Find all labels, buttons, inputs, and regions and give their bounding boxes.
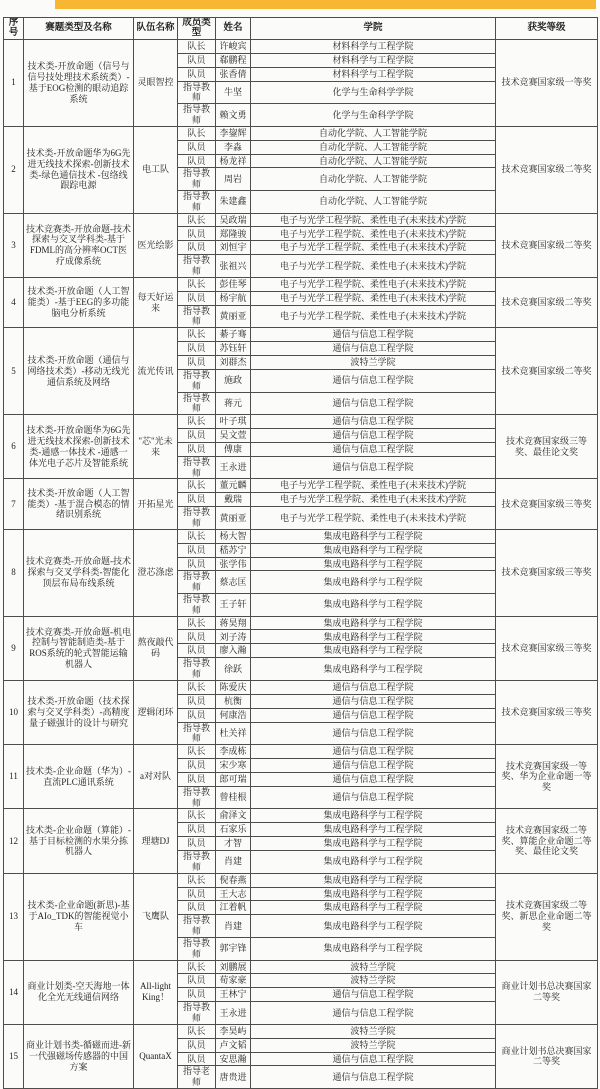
member-role-cell: 队员 bbox=[178, 1052, 216, 1066]
award-cell: 技术竞赛国家级二等奖、新思企业命题二等奖 bbox=[496, 873, 598, 960]
topic-cell: 技术类-开放命题（通信与网络技术类）-移动无线光通信系统及网络 bbox=[24, 328, 134, 415]
college-cell: 自动化学院、人工智能学院 bbox=[251, 191, 496, 214]
team-name-cell: 开拓星光 bbox=[134, 479, 178, 529]
member-role-cell: 队员 bbox=[178, 291, 216, 305]
member-name-cell: 徐跃 bbox=[216, 658, 251, 681]
college-cell: 波特兰学院 bbox=[251, 960, 496, 974]
column-header-1: 序号 bbox=[4, 18, 24, 40]
college-cell: 集成电路科学与工程学院 bbox=[251, 915, 496, 938]
member-name-cell: 傅康 bbox=[216, 442, 251, 456]
member-name-cell: 荀家豪 bbox=[216, 974, 251, 988]
member-name-cell: 江着帆 bbox=[216, 901, 251, 915]
member-role-cell: 指导教师 bbox=[178, 392, 216, 415]
college-cell: 电子与光学工程学院、柔性电子(未来技术)学院 bbox=[251, 507, 496, 530]
serial-number-cell: 15 bbox=[4, 1024, 24, 1088]
member-row bbox=[4, 1024, 598, 1038]
member-name-cell: 杨大智 bbox=[216, 529, 251, 543]
award-cell: 技术竞赛国家级三等奖 bbox=[496, 529, 598, 616]
topic-cell: 技术类-企业命题（算能）-基于目标检测的水果分拣机器人 bbox=[24, 809, 134, 873]
college-cell: 通信与信息工程学院 bbox=[251, 415, 496, 429]
serial-number-cell: 8 bbox=[4, 529, 24, 616]
college-cell: 集成电路科学与工程学院 bbox=[251, 616, 496, 630]
member-name-cell: 黄丽亚 bbox=[216, 507, 251, 530]
member-name-cell: 吴文萱 bbox=[216, 428, 251, 442]
member-role-cell: 队长 bbox=[178, 126, 216, 140]
team-name-cell: 医光绘影 bbox=[134, 213, 178, 277]
college-cell: 化学与生命科学学院 bbox=[251, 81, 496, 104]
member-role-cell: 队员 bbox=[178, 154, 216, 168]
member-role-cell: 队长 bbox=[178, 809, 216, 823]
member-role-cell: 指导教师 bbox=[178, 456, 216, 479]
member-role-cell: 队长 bbox=[178, 960, 216, 974]
member-role-cell: 队员 bbox=[178, 901, 216, 915]
member-role-cell: 指导教师 bbox=[178, 191, 216, 214]
column-header-3: 队伍名称 bbox=[134, 18, 178, 40]
serial-number-cell: 2 bbox=[4, 126, 24, 213]
member-name-cell: 卢文韬 bbox=[216, 1038, 251, 1052]
college-cell: 波特兰学院 bbox=[251, 1024, 496, 1038]
college-cell: 集成电路科学与工程学院 bbox=[251, 837, 496, 851]
member-role-cell: 队员 bbox=[178, 557, 216, 571]
member-role-cell: 队员 bbox=[178, 227, 216, 241]
member-role-cell: 指导教师 bbox=[178, 786, 216, 809]
member-role-cell: 队员 bbox=[178, 630, 216, 644]
member-name-cell: 何康浩 bbox=[216, 708, 251, 722]
member-name-cell: 蔡志匡 bbox=[216, 571, 251, 594]
member-name-cell: 周岩 bbox=[216, 168, 251, 191]
topic-cell: 技术竞赛类-开放命题-技术探索与交叉学科类-基于FDML的高分辨率OCT医疗成像系统 bbox=[24, 213, 134, 277]
college-cell: 自动化学院、人工智能学院 bbox=[251, 168, 496, 191]
member-row bbox=[4, 328, 598, 342]
college-cell: 电子与光学工程学院、柔性电子(未来技术)学院 bbox=[251, 255, 496, 278]
member-name-cell: 叶子琪 bbox=[216, 415, 251, 429]
member-role-cell: 指导教师 bbox=[178, 915, 216, 938]
award-cell: 技术竞赛国家级一等奖 bbox=[496, 39, 598, 126]
member-role-cell: 队员 bbox=[178, 241, 216, 255]
team-name-cell: 飞鹰队 bbox=[134, 873, 178, 960]
award-cell: 技术竞赛国家级三等奖 bbox=[496, 680, 598, 744]
member-name-cell: 石家乐 bbox=[216, 823, 251, 837]
member-name-cell: 杜关祥 bbox=[216, 722, 251, 745]
member-role-cell: 队员 bbox=[178, 759, 216, 773]
member-row bbox=[4, 680, 598, 694]
member-name-cell: 陈爱庆 bbox=[216, 680, 251, 694]
topic-cell: 技术类-开放命题（人工智能类）-基于EEG的多功能脑电分析系统 bbox=[24, 277, 134, 327]
member-name-cell: 董元麟 bbox=[216, 479, 251, 493]
college-cell: 电子与光学工程学院、柔性电子(未来技术)学院 bbox=[251, 493, 496, 507]
college-cell: 通信与信息工程学院 bbox=[251, 442, 496, 456]
member-row bbox=[4, 39, 598, 53]
member-name-cell: 刘群杰 bbox=[216, 356, 251, 370]
member-name-cell: 李鋆辉 bbox=[216, 126, 251, 140]
member-role-cell: 队长 bbox=[178, 745, 216, 759]
member-name-cell: 吴政瑞 bbox=[216, 213, 251, 227]
college-cell: 通信与信息工程学院 bbox=[251, 772, 496, 786]
member-role-cell: 队员 bbox=[178, 442, 216, 456]
topic-cell: 技术类-开放命题华为6G先进无线技术探索-创新技术类-绿色通信技术 -包络线跟踪电源 bbox=[24, 126, 134, 213]
member-name-cell: 蒋昊翔 bbox=[216, 616, 251, 630]
member-row bbox=[4, 809, 598, 823]
member-name-cell: 张祖兴 bbox=[216, 255, 251, 278]
college-cell: 通信与信息工程学院 bbox=[251, 328, 496, 342]
member-role-cell: 指导教师 bbox=[178, 851, 216, 874]
college-cell: 通信与信息工程学院 bbox=[251, 680, 496, 694]
college-cell: 通信与信息工程学院 bbox=[251, 1066, 496, 1089]
member-role-cell: 指导教师 bbox=[178, 658, 216, 681]
team-name-cell: 每天好运来 bbox=[134, 277, 178, 327]
college-cell: 电子与光学工程学院、柔性电子(未来技术)学院 bbox=[251, 291, 496, 305]
college-cell: 波特兰学院 bbox=[251, 974, 496, 988]
member-name-cell: 刘鹏展 bbox=[216, 960, 251, 974]
award-cell: 技术竞赛国家级二等奖、算能企业命题二等奖、最佳论文奖 bbox=[496, 809, 598, 873]
member-name-cell: 曾桂根 bbox=[216, 786, 251, 809]
college-cell: 集成电路科学与工程学院 bbox=[251, 529, 496, 543]
top-highlight-strip bbox=[55, 0, 596, 9]
member-role-cell: 指导教师 bbox=[178, 937, 216, 960]
member-role-cell: 队员 bbox=[178, 694, 216, 708]
topic-cell: 技术类-开放命题（人工智能类）-基于混合模态的情绪识别系统 bbox=[24, 479, 134, 529]
member-name-cell: 倪春燕 bbox=[216, 873, 251, 887]
member-role-cell: 队长 bbox=[178, 1024, 216, 1038]
member-name-cell: 郭宇锋 bbox=[216, 937, 251, 960]
member-name-cell: 郎可瑞 bbox=[216, 772, 251, 786]
column-header-5: 姓名 bbox=[216, 18, 251, 40]
member-role-cell: 队长 bbox=[178, 415, 216, 429]
member-role-cell: 队员 bbox=[178, 708, 216, 722]
member-role-cell: 指导教师 bbox=[178, 305, 216, 328]
team-name-cell: 电工队 bbox=[134, 126, 178, 213]
member-row bbox=[4, 415, 598, 429]
member-name-cell: 杨宇航 bbox=[216, 291, 251, 305]
serial-number-cell: 6 bbox=[4, 415, 24, 479]
team-name-cell: All-light King！ bbox=[134, 960, 178, 1024]
member-name-cell: 嵇苏宁 bbox=[216, 543, 251, 557]
award-table bbox=[3, 17, 598, 1089]
serial-number-cell: 1 bbox=[4, 39, 24, 126]
member-role-cell: 队员 bbox=[178, 493, 216, 507]
college-cell: 通信与信息工程学院 bbox=[251, 988, 496, 1002]
college-cell: 集成电路科学与工程学院 bbox=[251, 543, 496, 557]
member-role-cell: 指导教师 bbox=[178, 507, 216, 530]
column-header-7: 获奖等级 bbox=[496, 18, 598, 40]
member-name-cell: 刘恒宇 bbox=[216, 241, 251, 255]
college-cell: 集成电路科学与工程学院 bbox=[251, 823, 496, 837]
member-role-cell: 队长 bbox=[178, 529, 216, 543]
award-table-body bbox=[4, 39, 598, 1088]
header-row bbox=[4, 18, 598, 40]
member-role-cell: 指导老师 bbox=[178, 1066, 216, 1089]
member-role-cell: 队员 bbox=[178, 887, 216, 901]
member-name-cell: 俞泽文 bbox=[216, 809, 251, 823]
college-cell: 材料科学与工程学院 bbox=[251, 39, 496, 53]
member-name-cell: 王大志 bbox=[216, 887, 251, 901]
college-cell: 波特兰学院 bbox=[251, 1038, 496, 1052]
college-cell: 集成电路科学与工程学院 bbox=[251, 630, 496, 644]
award-cell: 技术竞赛国家级二等奖 bbox=[496, 213, 598, 277]
college-cell: 电子与光学工程学院、柔性电子(未来技术)学院 bbox=[251, 227, 496, 241]
member-role-cell: 指导教师 bbox=[178, 722, 216, 745]
college-cell: 通信与信息工程学院 bbox=[251, 759, 496, 773]
member-role-cell: 指导教师 bbox=[178, 168, 216, 191]
serial-number-cell: 10 bbox=[4, 680, 24, 744]
member-row bbox=[4, 277, 598, 291]
member-role-cell: 队员 bbox=[178, 53, 216, 67]
member-name-cell: 唐贵进 bbox=[216, 1066, 251, 1089]
award-cell: 技术竞赛国家级二等奖 bbox=[496, 277, 598, 327]
member-role-cell: 队员 bbox=[178, 428, 216, 442]
college-cell: 化学与生命科学学院 bbox=[251, 104, 496, 127]
college-cell: 集成电路科学与工程学院 bbox=[251, 873, 496, 887]
member-name-cell: 戴瑞 bbox=[216, 493, 251, 507]
member-role-cell: 队员 bbox=[178, 356, 216, 370]
member-name-cell: 苏钰轩 bbox=[216, 342, 251, 356]
member-role-cell: 队员 bbox=[178, 823, 216, 837]
team-name-cell: 逻辑闭环 bbox=[134, 680, 178, 744]
award-cell: 技术竞赛国家级三等奖、最佳论文奖 bbox=[496, 415, 598, 479]
college-cell: 材料科学与工程学院 bbox=[251, 53, 496, 67]
member-name-cell: 张学伟 bbox=[216, 557, 251, 571]
team-name-cell: 灵眼智控 bbox=[134, 39, 178, 126]
member-role-cell: 队员 bbox=[178, 140, 216, 154]
member-role-cell: 队员 bbox=[178, 772, 216, 786]
member-name-cell: 杭衡 bbox=[216, 694, 251, 708]
member-name-cell: 张香倩 bbox=[216, 67, 251, 81]
college-cell: 通信与信息工程学院 bbox=[251, 1002, 496, 1025]
serial-number-cell: 14 bbox=[4, 960, 24, 1024]
member-name-cell: 李成栋 bbox=[216, 745, 251, 759]
college-cell: 集成电路科学与工程学院 bbox=[251, 644, 496, 658]
member-role-cell: 队员 bbox=[178, 644, 216, 658]
award-cell: 技术竞赛国家级三等奖 bbox=[496, 616, 598, 680]
member-name-cell: 王永进 bbox=[216, 456, 251, 479]
member-name-cell: 朱建鑫 bbox=[216, 191, 251, 214]
college-cell: 集成电路科学与工程学院 bbox=[251, 851, 496, 874]
college-cell: 通信与信息工程学院 bbox=[251, 722, 496, 745]
college-cell: 集成电路科学与工程学院 bbox=[251, 809, 496, 823]
member-row bbox=[4, 479, 598, 493]
member-name-cell: 蒋元 bbox=[216, 392, 251, 415]
team-name-cell: 澄芯涤虑 bbox=[134, 529, 178, 616]
member-name-cell: 王林宁 bbox=[216, 988, 251, 1002]
member-role-cell: 队长 bbox=[178, 277, 216, 291]
column-header-4: 成员类型 bbox=[178, 18, 216, 40]
member-name-cell: 王永进 bbox=[216, 1002, 251, 1025]
serial-number-cell: 4 bbox=[4, 277, 24, 327]
team-name-cell: QuantaX bbox=[134, 1024, 178, 1088]
college-cell: 集成电路科学与工程学院 bbox=[251, 901, 496, 915]
member-role-cell: 队员 bbox=[178, 1038, 216, 1052]
member-role-cell: 队员 bbox=[178, 342, 216, 356]
member-name-cell: 宋少寒 bbox=[216, 759, 251, 773]
topic-cell: 技术类-开放命题（信号与信号技处理技术系统类）-基于EOG检测的眼动追踪系统 bbox=[24, 39, 134, 126]
member-row bbox=[4, 126, 598, 140]
college-cell: 集成电路科学与工程学院 bbox=[251, 937, 496, 960]
college-cell: 通信与信息工程学院 bbox=[251, 369, 496, 392]
award-cell: 商业计划书总决赛国家二等奖 bbox=[496, 960, 598, 1024]
topic-cell: 技术类-企业命题(新思)-基于AIo_TDK的智能视觉小车 bbox=[24, 873, 134, 960]
serial-number-cell: 3 bbox=[4, 213, 24, 277]
member-row bbox=[4, 873, 598, 887]
college-cell: 通信与信息工程学院 bbox=[251, 342, 496, 356]
college-cell: 电子与光学工程学院、柔性电子(未来技术)学院 bbox=[251, 277, 496, 291]
member-name-cell: 赖文勇 bbox=[216, 104, 251, 127]
member-name-cell: 施政 bbox=[216, 369, 251, 392]
member-name-cell: 安思瀚 bbox=[216, 1052, 251, 1066]
member-name-cell: 刘子涛 bbox=[216, 630, 251, 644]
college-cell: 通信与信息工程学院 bbox=[251, 456, 496, 479]
member-name-cell: 李淼 bbox=[216, 140, 251, 154]
college-cell: 集成电路科学与工程学院 bbox=[251, 571, 496, 594]
college-cell: 材料科学与工程学院 bbox=[251, 67, 496, 81]
college-cell: 自动化学院、人工智能学院 bbox=[251, 140, 496, 154]
college-cell: 电子与光学工程学院、柔性电子(未来技术)学院 bbox=[251, 213, 496, 227]
topic-cell: 商业计划类-空天海地一体化全光无线通信网络 bbox=[24, 960, 134, 1024]
member-role-cell: 队长 bbox=[178, 39, 216, 53]
member-role-cell: 指导教师 bbox=[178, 1002, 216, 1025]
member-role-cell: 队长 bbox=[178, 328, 216, 342]
member-role-cell: 队员 bbox=[178, 974, 216, 988]
member-role-cell: 队长 bbox=[178, 873, 216, 887]
member-role-cell: 队员 bbox=[178, 837, 216, 851]
member-name-cell: 肖建 bbox=[216, 851, 251, 874]
serial-number-cell: 12 bbox=[4, 809, 24, 873]
member-role-cell: 队员 bbox=[178, 988, 216, 1002]
member-role-cell: 指导教师 bbox=[178, 594, 216, 617]
member-role-cell: 队长 bbox=[178, 213, 216, 227]
member-name-cell: 彭佳琴 bbox=[216, 277, 251, 291]
award-cell: 商业计划书总决赛国家二等奖 bbox=[496, 1024, 598, 1088]
serial-number-cell: 13 bbox=[4, 873, 24, 960]
college-cell: 通信与信息工程学院 bbox=[251, 694, 496, 708]
serial-number-cell: 7 bbox=[4, 479, 24, 529]
topic-cell: 技术类-开放命题华为6G先进无线技术探索-创新技术类-通感一体技术 -通感一体光电子芯片及智能系统 bbox=[24, 415, 134, 479]
college-cell: 集成电路科学与工程学院 bbox=[251, 658, 496, 681]
member-name-cell: 廖入瀚 bbox=[216, 644, 251, 658]
college-cell: 波特兰学院 bbox=[251, 356, 496, 370]
member-name-cell: 黄丽亚 bbox=[216, 305, 251, 328]
member-role-cell: 指导教师 bbox=[178, 104, 216, 127]
college-cell: 集成电路科学与工程学院 bbox=[251, 594, 496, 617]
team-name-cell: 流光传讯 bbox=[134, 328, 178, 415]
college-cell: 通信与信息工程学院 bbox=[251, 1052, 496, 1066]
team-name-cell: 熬夜敲代码 bbox=[134, 616, 178, 680]
college-cell: 电子与光学工程学院、柔性电子(未来技术)学院 bbox=[251, 479, 496, 493]
topic-cell: 技术类-企业命题（华为）-直流PLC通讯系统 bbox=[24, 745, 134, 809]
college-cell: 自动化学院、人工智能学院 bbox=[251, 126, 496, 140]
award-cell: 技术竞赛国家级二等奖 bbox=[496, 126, 598, 213]
member-name-cell: 李昊屿 bbox=[216, 1024, 251, 1038]
college-cell: 通信与信息工程学院 bbox=[251, 708, 496, 722]
member-role-cell: 指导教师 bbox=[178, 255, 216, 278]
college-cell: 通信与信息工程学院 bbox=[251, 428, 496, 442]
member-row bbox=[4, 616, 598, 630]
award-cell: 技术竞赛国家级三等奖 bbox=[496, 479, 598, 529]
award-cell: 技术竞赛国家级一等奖、华为企业命题一等奖 bbox=[496, 745, 598, 809]
column-header-6: 学院 bbox=[251, 18, 496, 40]
member-role-cell: 队长 bbox=[178, 479, 216, 493]
topic-cell: 技术竞赛类-开放命题-技术探索与交叉学科类-智能化顶层布局布线系统 bbox=[24, 529, 134, 616]
college-cell: 通信与信息工程学院 bbox=[251, 786, 496, 809]
member-name-cell: 綦子骞 bbox=[216, 328, 251, 342]
college-cell: 集成电路科学与工程学院 bbox=[251, 557, 496, 571]
serial-number-cell: 9 bbox=[4, 616, 24, 680]
member-role-cell: 队长 bbox=[178, 680, 216, 694]
member-name-cell: 肖建 bbox=[216, 915, 251, 938]
team-name-cell: a对对队 bbox=[134, 745, 178, 809]
topic-cell: 技术类-开放命题（技术探索与交叉学科类）-高精度量子磁强计的设计与研究 bbox=[24, 680, 134, 744]
topic-cell: 技术竞赛类-开放命题-机电控制与智能制造类-基于ROS系统的轮式智能运输机器人 bbox=[24, 616, 134, 680]
college-cell: 集成电路科学与工程学院 bbox=[251, 887, 496, 901]
member-role-cell: 指导教师 bbox=[178, 81, 216, 104]
team-name-cell: "芯"光未来 bbox=[134, 415, 178, 479]
college-cell: 自动化学院、人工智能学院 bbox=[251, 154, 496, 168]
member-row bbox=[4, 960, 598, 974]
college-cell: 电子与光学工程学院、柔性电子(未来技术)学院 bbox=[251, 241, 496, 255]
member-name-cell: 许峻宾 bbox=[216, 39, 251, 53]
member-name-cell: 郑隆骏 bbox=[216, 227, 251, 241]
serial-number-cell: 11 bbox=[4, 745, 24, 809]
member-name-cell: 王子轩 bbox=[216, 594, 251, 617]
member-row bbox=[4, 745, 598, 759]
member-role-cell: 指导教师 bbox=[178, 571, 216, 594]
member-role-cell: 指导教师 bbox=[178, 369, 216, 392]
college-cell: 通信与信息工程学院 bbox=[251, 745, 496, 759]
award-cell: 技术竞赛国家级二等奖 bbox=[496, 328, 598, 415]
member-role-cell: 队员 bbox=[178, 67, 216, 81]
member-name-cell: 郗鹏程 bbox=[216, 53, 251, 67]
member-role-cell: 队长 bbox=[178, 616, 216, 630]
member-role-cell: 队员 bbox=[178, 543, 216, 557]
member-name-cell: 牛坚 bbox=[216, 81, 251, 104]
member-name-cell: 才智 bbox=[216, 837, 251, 851]
member-row bbox=[4, 213, 598, 227]
college-cell: 电子与光学工程学院、柔性电子(未来技术)学院 bbox=[251, 305, 496, 328]
column-header-2: 赛题类型及名称 bbox=[24, 18, 134, 40]
team-name-cell: 理塘DJ bbox=[134, 809, 178, 873]
member-name-cell: 杨龙祥 bbox=[216, 154, 251, 168]
college-cell: 通信与信息工程学院 bbox=[251, 392, 496, 415]
serial-number-cell: 5 bbox=[4, 328, 24, 415]
topic-cell: 商业计划书类-循磁而进-新一代强磁场传感器的中国方案 bbox=[24, 1024, 134, 1088]
member-row bbox=[4, 529, 598, 543]
